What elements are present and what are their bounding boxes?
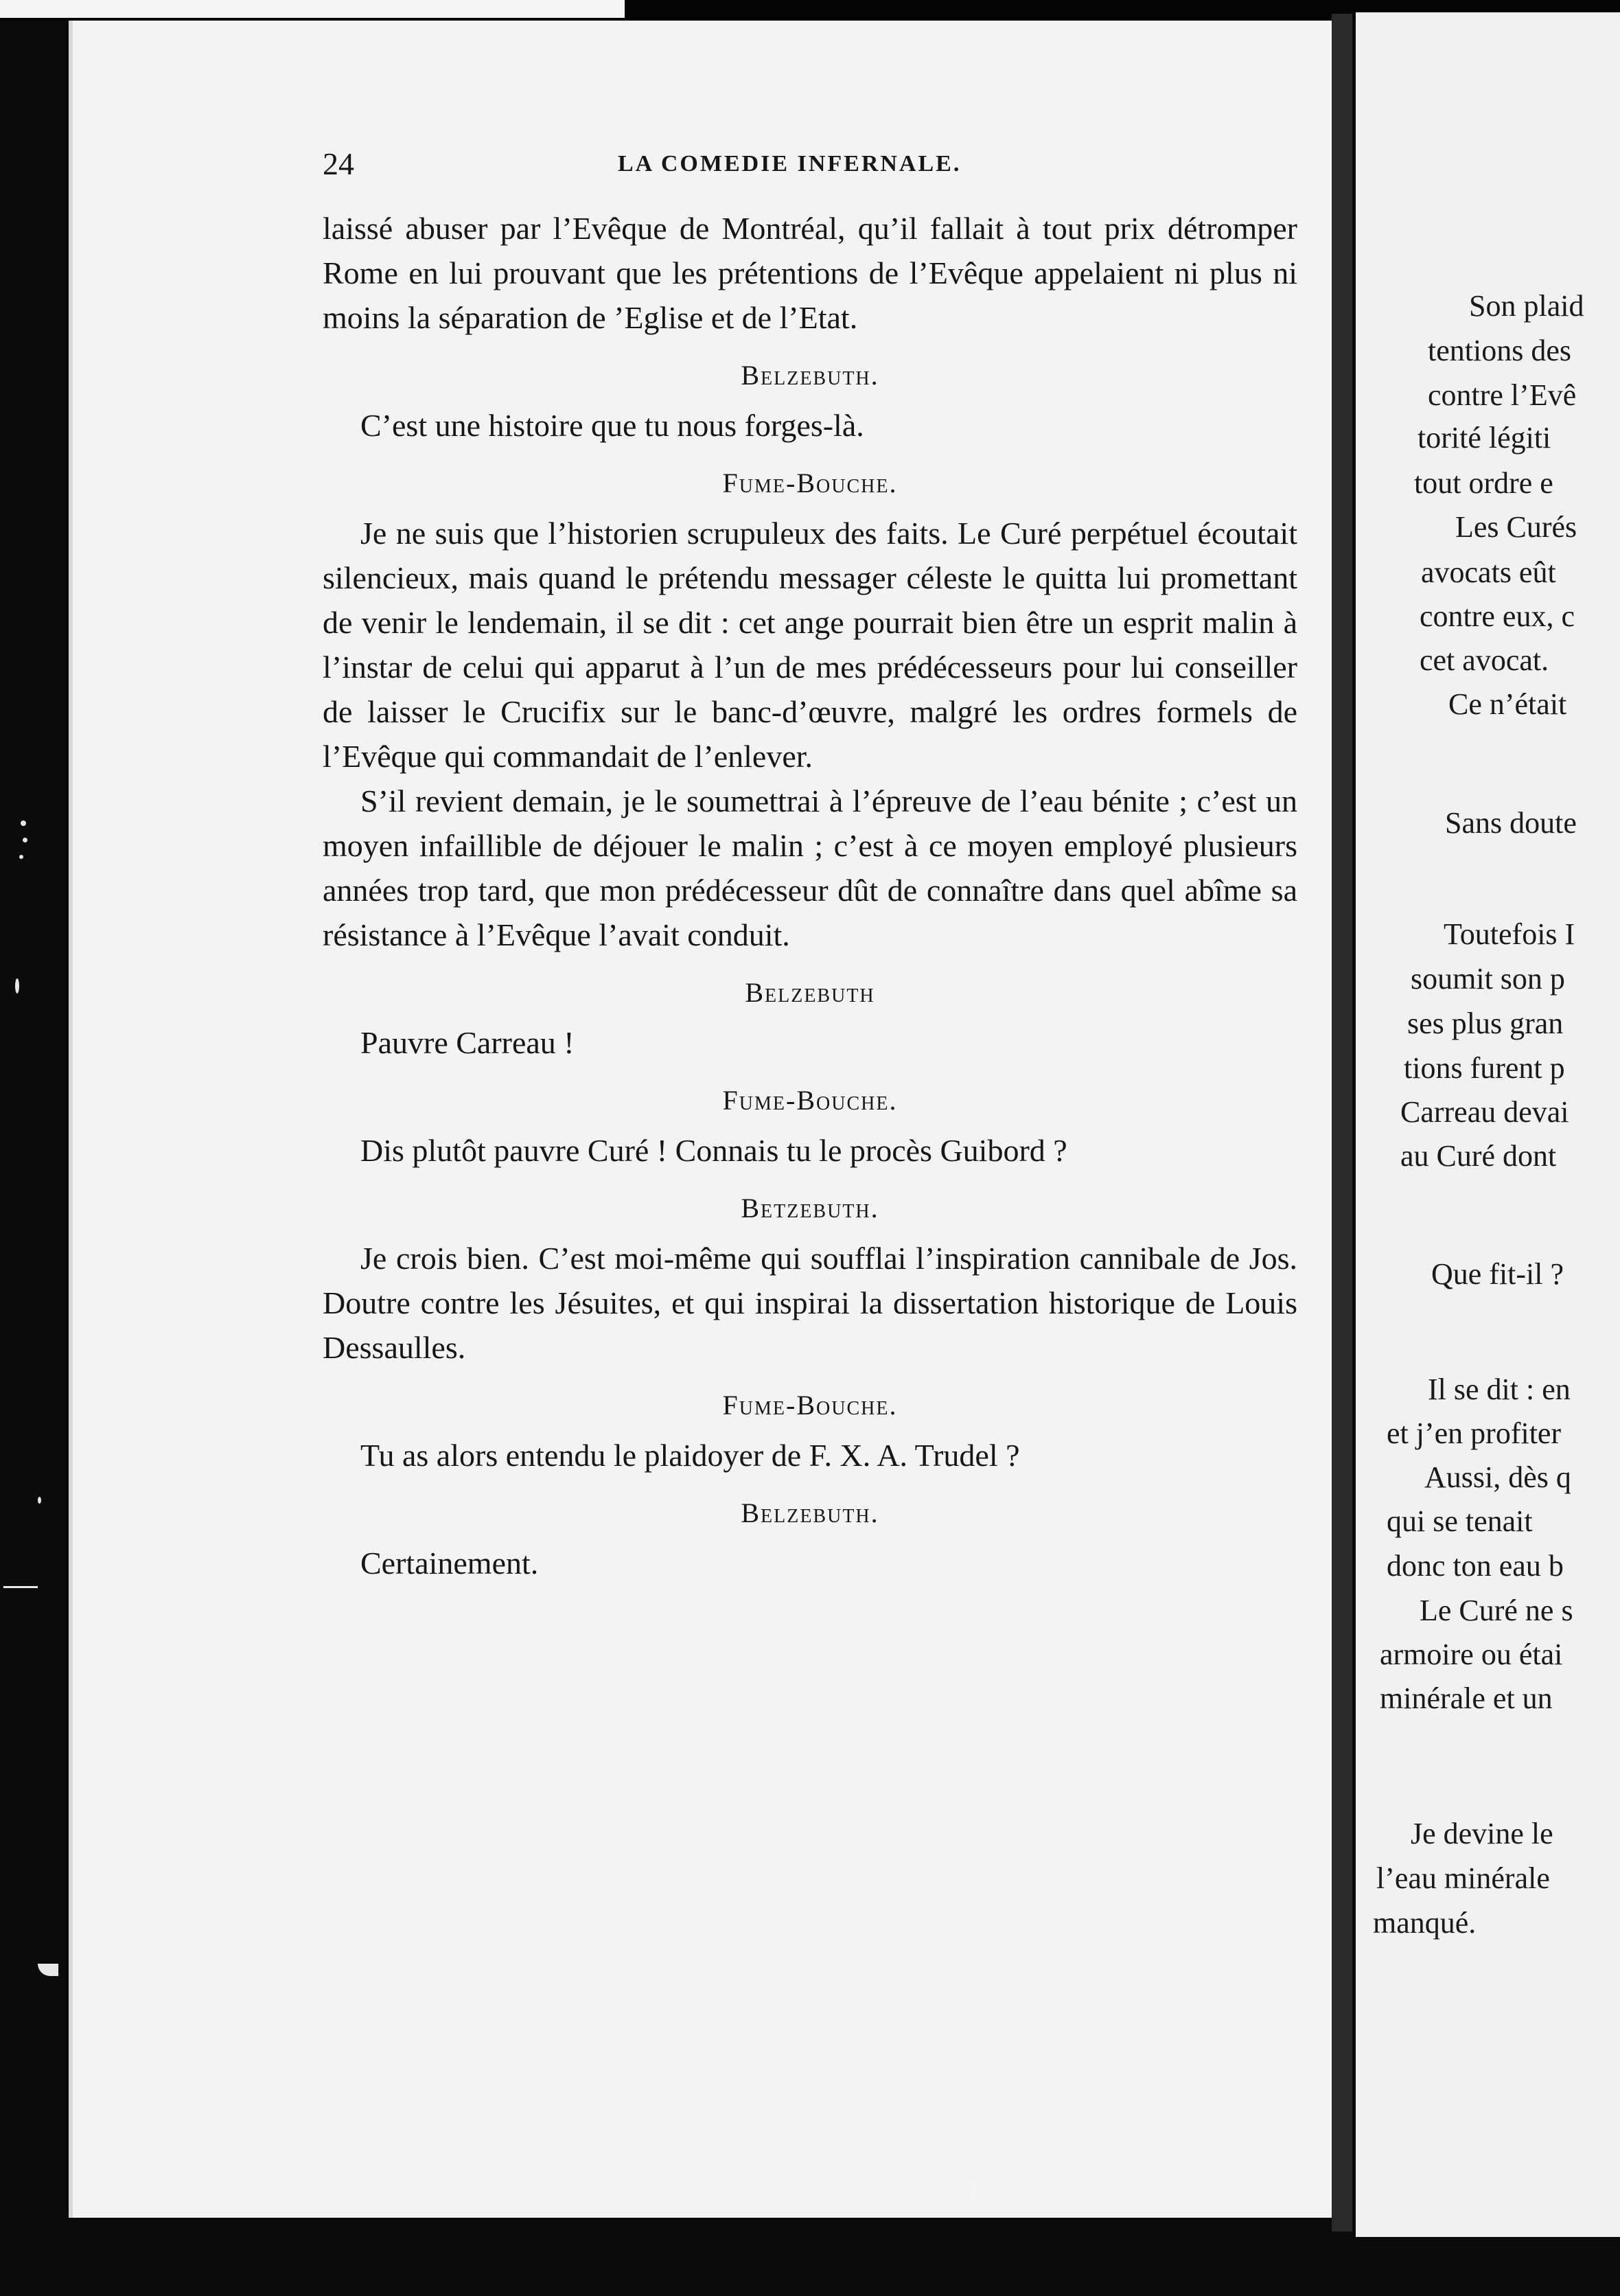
right-page-line: tout ordre e [1414,466,1553,500]
speaker-name: Belzebuth [745,977,875,1008]
speaker-name: Belzebuth. [741,1497,879,1528]
paragraph: Dis plutôt pauvre Curé ! Connais tu le procès Guibord ? [360,1133,1067,1168]
right-page-line: donc ton eau b [1387,1549,1564,1583]
scan-bottom-mark [968,2189,1188,2198]
right-page-line: ses plus gran [1407,1007,1564,1040]
right-page-line: l’eau minérale [1376,1861,1550,1895]
scan-speck [19,855,23,859]
page-header [323,146,1304,187]
paragraph: C’est une histoire que tu nous forges-là. [360,408,864,443]
right-page-line: contre l’Evê [1428,378,1577,412]
speaker-name: Fume-Bouche. [722,1390,898,1421]
right-page-line: armoire ou étai [1380,1638,1563,1671]
scan-bottom-mark [971,2180,975,2199]
right-page-line: tions furent p [1404,1051,1565,1085]
right-page-line: contre eux, c [1420,599,1575,633]
speaker-name: Belzebuth. [741,360,879,391]
right-page-line: qui se tenait [1387,1504,1533,1538]
scan-speck [3,1586,38,1588]
right-page-line: Que fit-il ? [1431,1257,1564,1291]
scan-paper-strip [0,0,625,18]
scan-speck [23,838,27,842]
right-page-line: Ce n’était [1448,687,1567,721]
right-page-line: Le Curé ne s [1420,1594,1573,1627]
paragraph: Je ne suis que l’historien scrupuleux des faits. Le Curé perpétuel écoutait silencieux, mais quand le prétendu messager céleste le quitta lui promettant de venir le lendemain, il se dit : cet ange pourrait bien être un esprit malin à l’instar de celui qui apparut à l’un de mes prédécesseurs pour lui conseiller de laisser le Crucifix sur le banc-d’œuvre, malgré les ordres formels de l’Evêque qui commandait de l’enlever. [323,516,1297,774]
right-page-line: avocats eût [1421,555,1556,589]
scan-speck [38,1964,58,1976]
paragraph: S’il revient demain, je le soumettrai à l’épreuve de l’eau bénite ; c’est un moyen infaillible de déjouer le malin ; c’est à ce moyen employé plusieurs années trop tard, que mon prédécesseur dût de connaître dans quel abîme sa résistance à l’Evêque l’avait conduit. [323,783,1297,952]
right-page-line: cet avocat. [1420,643,1549,677]
right-page-line: Je devine le [1411,1817,1553,1850]
scan-speck [38,1497,41,1504]
speaker-name: Betzebuth. [741,1193,879,1224]
speaker-name: Fume-Bouche. [722,468,898,498]
right-page-line: Toutefois I [1444,917,1575,951]
page-gutter [1332,14,1352,2231]
right-page-line: Il se dit : en [1428,1373,1571,1406]
page-number: 24 [323,146,354,181]
right-page-line: manqué. [1373,1906,1477,1940]
right-page-line: Son plaid [1469,289,1584,323]
right-page-line: Carreau devai [1400,1095,1569,1129]
paragraph: Pauvre Carreau ! [360,1025,575,1060]
right-page-line: torité légiti [1418,421,1551,455]
running-title: LA COMEDIE INFERNALE. [618,151,962,176]
paragraph: Certainement. [360,1546,539,1581]
paragraph: laissé abuser par l’Evêque de Montréal, qu’il fallait à tout prix détromper Rome en lui prouvant que les prétentions de l’Evêque appelaient ni plus ni moins la séparation de ’Eglise et de l’Etat. [323,211,1297,335]
right-page-line: Aussi, dès q [1424,1460,1571,1494]
right-page-line: minérale et un [1380,1681,1553,1715]
right-page-line: et j’en profiter [1387,1416,1562,1450]
scan-speck [15,978,19,994]
right-page-line: Sans doute [1445,806,1577,840]
right-page-line: soumit son p [1411,962,1565,996]
right-page-line: au Curé dont [1400,1139,1557,1173]
speaker-name: Fume-Bouche. [722,1085,898,1116]
paragraph: Je crois bien. C’est moi-même qui soufflai l’inspiration cannibale de Jos. Doutre contre les Jésuites, et qui inspirai la dissertation historique de Louis Dessaulles. [323,1241,1297,1365]
paragraph: Tu as alors entendu le plaidoyer de F. X. A. Trudel ? [360,1438,1020,1473]
scan-speck [21,820,26,826]
left-page-text [323,206,1297,1585]
right-page-line: tentions des [1428,334,1571,367]
right-page-line: Les Curés [1455,510,1577,544]
